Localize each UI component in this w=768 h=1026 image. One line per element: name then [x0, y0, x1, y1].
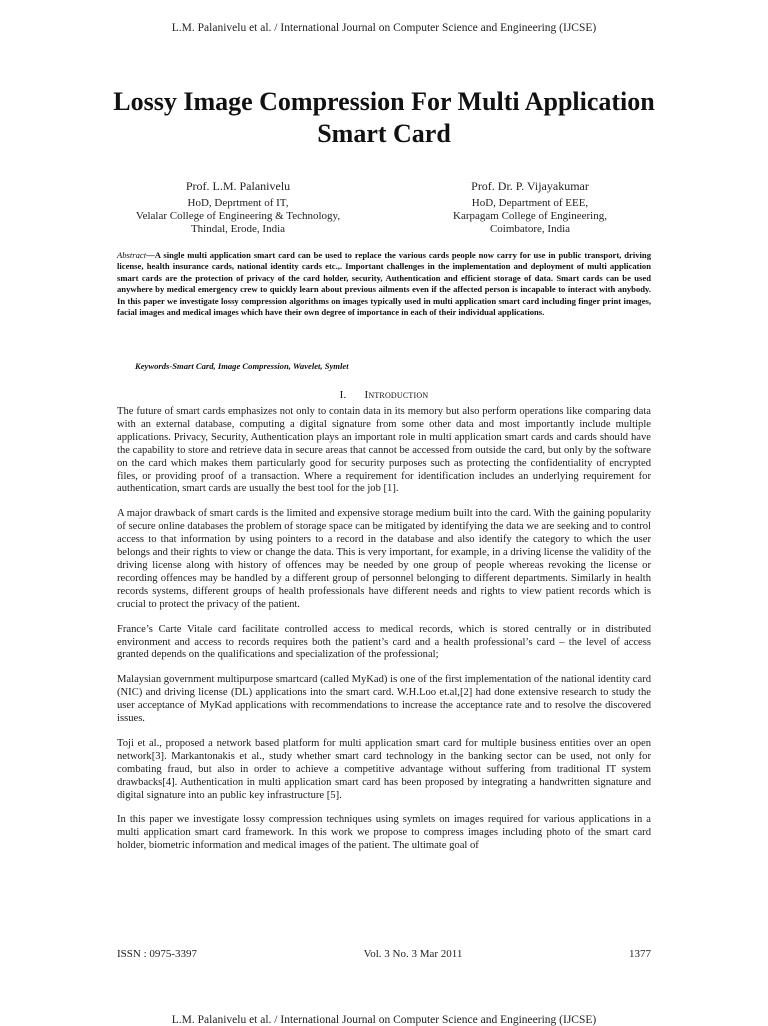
- body-paragraph: France’s Carte Vitale card facilitate controlled access to medical records, which is stored centrally or in distributed environment and access to records requires both the patient’s card and a health professional’s card – the level of access granted depends on the qualifications and specialization of the professional;: [117, 623, 651, 661]
- keywords: Keywords-Smart Card, Image Compression, Wavelet, Symlet: [135, 361, 349, 371]
- body-paragraph: Toji et al., proposed a network based platform for multi application smart card for multiple business entities over an open network[3]. Markantonakis et al., study whether smart card technology in the banking sector can be used, not only for combating fraud, but also in order to achieve a competitive advantage without suffering from traditional IT system drawbacks[4]. Authentication in multi application smart card has been proposed by integrating a handwritten signature and digital signature into an public key infrastructure [5].: [117, 737, 651, 801]
- author-affiliation-line: Thindal, Erode, India: [190, 223, 286, 235]
- author-affiliation-line: Karpagam College of Engineering,: [453, 210, 607, 222]
- author-1: [118, 180, 358, 236]
- page-footer: [117, 948, 651, 960]
- footer-volume: Vol. 3 No. 3 Mar 2011: [363, 948, 463, 960]
- author-affiliation-line: HoD, Deprtment of IT,: [187, 197, 289, 209]
- abstract: [117, 250, 651, 318]
- abstract-lead: Abstract: [117, 250, 147, 260]
- paper-title: Lossy Image Compression For Multi Application Smart Card: [113, 87, 655, 148]
- footer-issn: ISSN : 0975-3397: [117, 948, 198, 960]
- body-paragraph: In this paper we investigate lossy compression techniques using symlets on images required for various applications in a multi application smart card framework. In this work we propose to compress images including photo of the smart card holder, biometric information and medical images of the patient. The ultimate goal of: [117, 814, 651, 852]
- author-affiliation-line: Velalar College of Engineering & Technology,: [135, 210, 341, 222]
- next-page-running-header: L.M. Palanivelu et al. / International Journal on Computer Science and Engineering (IJCSE): [171, 1014, 597, 1026]
- section-number: I.: [339, 389, 347, 401]
- author-block: [118, 180, 650, 236]
- abstract-text: —A single multi application smart card can be used to replace the various cards people now carry for use in public transport, driving license, health insurance cards, national identity cards etc.,. Important challenges in the implementation and deployment of multi application smart cards are the protection of privacy of the card holder, security, Authentication and efficient storage of data. Smart cards can be used anywhere by medical emergency crew to quickly learn about previous ailments even if the affected person is incapable to interact with anybody. In this paper we investigate lossy compression algorithms on images typically used in multi application smart card including finger print images, facial images and medical images which have their own degree of importance in each of their individual applications.: [117, 250, 651, 318]
- author-affiliation-line: HoD, Department of EEE,: [471, 197, 589, 209]
- section-title: Introduction: [364, 389, 429, 401]
- body-text: [117, 406, 651, 865]
- running-header: L.M. Palanivelu et al. / International Journal on Computer Science and Engineering (IJCSE): [171, 22, 597, 34]
- author-2: [410, 180, 650, 236]
- author-name: Prof. Dr. P. Vijayakumar: [471, 179, 589, 193]
- body-paragraph: A major drawback of smart cards is the limited and expensive storage medium built into the card. With the gaining popularity of secure online databases the problem of storage space can be mitigated by identifying the data we are seeking and to control access to that information by using pointers to a record in the database and also identify the category to which the user belongs and their rights to view or change the data. This is very important, for example, in a driving license the validity of the driving license along with history of offences may be needed by one group of people whereas revoking the license or recording offences may be handled by a different group of personnel belonging to different departments. Similarly in health records systems, different groups of health professionals have different needs and rights to view patient records which is crucial to protect the privacy of the patient.: [117, 508, 651, 610]
- author-affiliation-line: Coimbatore, India: [489, 223, 571, 235]
- author-name: Prof. L.M. Palanivelu: [185, 179, 291, 193]
- section-heading: [0, 389, 768, 401]
- body-paragraph: The future of smart cards emphasizes not only to contain data in its memory but also perform operations like comparing data with an external database, computing a digital signature from some other data and most importantly include multiple applications. Privacy, Security, Authentication plays an important role in multi application smart cards and cards should have the capability to store and retrieve data in secure areas that cannot be accessed from outside the card, but only by the software on the card which makes them particularly good for security purposes such as protecting the confidentiality of encrypted files, or providing proof of a transaction. Where a requirement for identification includes an underlying requirement for authentication, smart cards are usually the best tool for the job [1].: [117, 406, 651, 495]
- footer-page-number: 1377: [628, 948, 651, 960]
- body-paragraph: Malaysian government multipurpose smartcard (called MyKad) is one of the first implementation of the national identity card (NIC) and driving license (DL) applications into the smart card. W.H.Loo et.al,[2] had done extensive research to study the user acceptance of MyKad applications with recommendations to increase the acceptance rate and to resolve the discovered issues.: [117, 674, 651, 725]
